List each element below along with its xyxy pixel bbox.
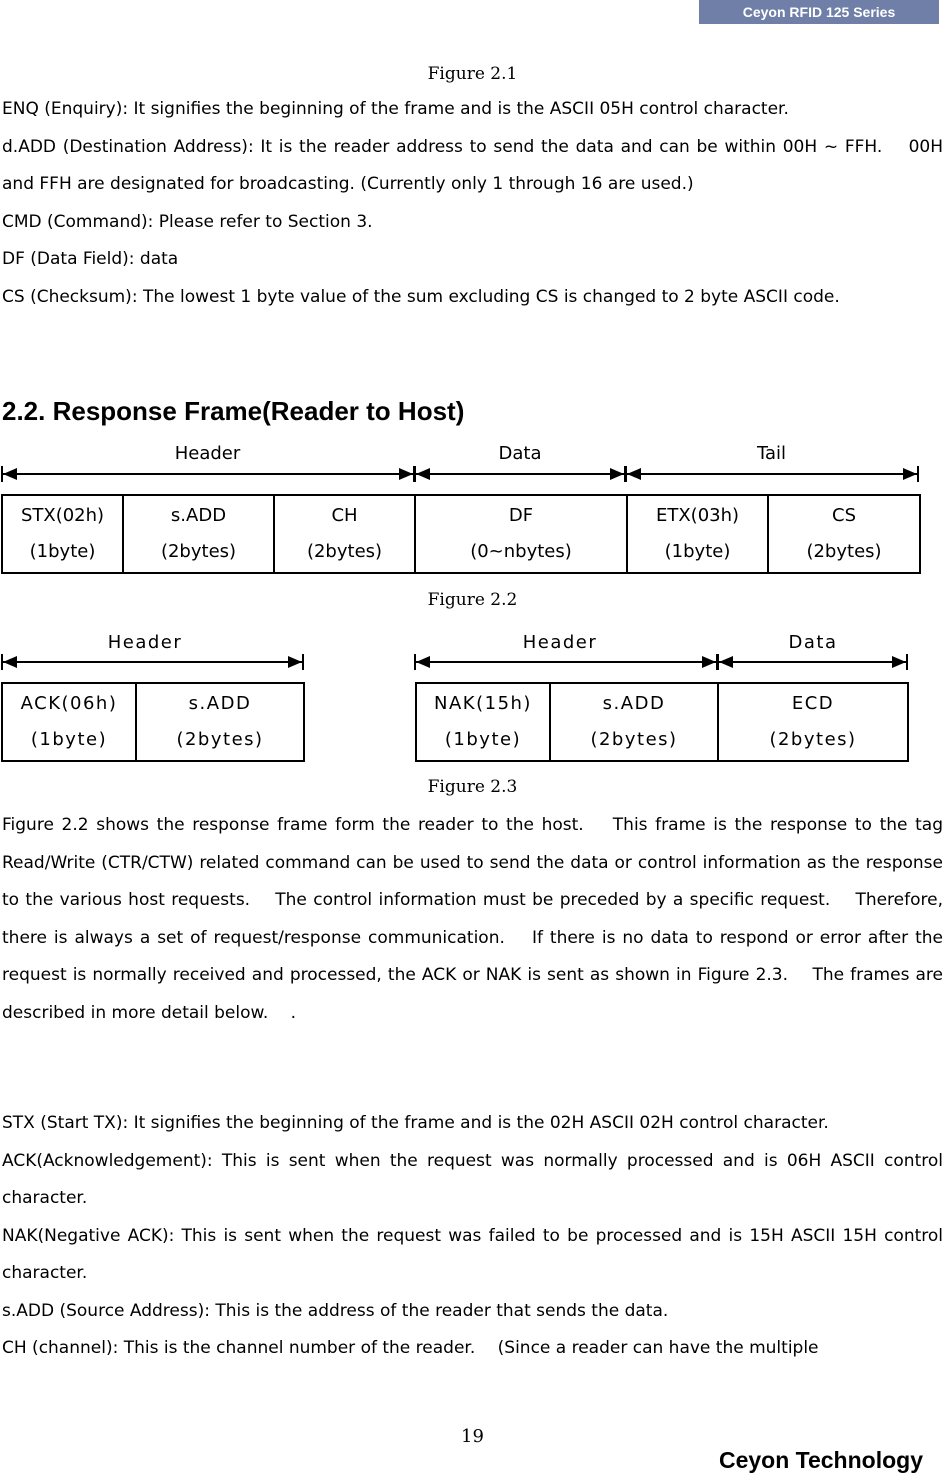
def-cmd: CMD (Command): Please refer to Section 3. xyxy=(2,211,373,232)
cell-ack-sadd: s.ADD (2bytes) xyxy=(136,683,304,761)
nak-frame-table xyxy=(415,682,909,762)
body-paragraph xyxy=(2,807,943,1032)
nak-header-label: Header xyxy=(522,632,598,653)
def-ack: ACK(Acknowledgement): This is sent when the request was normally processed and is 06H ASCII control character. xyxy=(2,1150,943,1208)
cell-ecd: ECD (2bytes) xyxy=(718,683,908,761)
ack-header-label: Header xyxy=(107,632,183,653)
cell-nak: NAK(15h) (1byte) xyxy=(416,683,550,761)
section-title: 2.2. Response Frame(Reader to Host) xyxy=(2,396,465,426)
cell-ch: CH (2bytes) xyxy=(274,495,415,573)
def-df: DF (Data Field): data xyxy=(2,249,179,269)
figure-2-1-definitions xyxy=(2,91,943,316)
cell-stx: STX(02h) (1byte) xyxy=(2,495,123,573)
page-number: 19 xyxy=(461,1426,484,1447)
def-nak: NAK(Negative ACK): This is sent when the request was failed to be processed and is 15H ASCII 15H control character. xyxy=(2,1225,943,1283)
ack-header-arrow xyxy=(1,654,304,670)
tail-label: Tail xyxy=(756,443,787,464)
header-span-arrow xyxy=(1,466,415,482)
def-ch: CH (channel): This is the channel number of the reader. (Since a reader can have the multiple xyxy=(2,1338,819,1358)
field-definitions xyxy=(2,1105,943,1368)
nak-header-arrow xyxy=(414,654,718,670)
data-label: Data xyxy=(498,443,542,464)
cell-ack: ACK(06h) (1byte) xyxy=(2,683,136,761)
header-label: Header xyxy=(174,443,241,464)
cell-nak-sadd: s.ADD (2bytes) xyxy=(550,683,718,761)
cell-df: DF (0~nbytes) xyxy=(415,495,627,573)
series-badge: Ceyon RFID 125 Series xyxy=(699,0,939,24)
def-cs: CS (Checksum): The lowest 1 byte value of the sum excluding CS is changed to 2 byte ASCII code. xyxy=(2,286,840,307)
figure-2-3-caption: Figure 2.3 xyxy=(427,777,518,797)
def-sadd: s.ADD (Source Address): This is the address of the reader that sends the data. xyxy=(2,1300,669,1321)
response-frame-description: Figure 2.2 shows the response frame form the reader to the host. This frame is the response to the tag Read/Write (CTR/CTW) related command can be used to send the data or control information as the response to the various host requests. The control information must be preceded by a specific request. Therefore, there is always a set of request/response communication. If there is no data to respond or error after the request is normally received and processed, the ACK or NAK is sent as shown in Figure 2.3. The frames are described in more detail below. . xyxy=(2,815,943,1023)
data-span-arrow xyxy=(414,466,626,482)
response-frame-table xyxy=(1,494,921,574)
def-enq: ENQ (Enquiry): It signifies the beginning of the frame and is the ASCII 05H control character. xyxy=(2,99,789,119)
figure-2-1-caption: Figure 2.1 xyxy=(427,64,518,84)
tail-span-arrow xyxy=(625,466,919,482)
cell-cs: CS (2bytes) xyxy=(768,495,920,573)
company-name: Ceyon Technology xyxy=(718,1447,923,1473)
cell-sadd: s.ADD (2bytes) xyxy=(123,495,274,573)
def-stx: STX (Start TX): It signifies the beginning of the frame and is the 02H ASCII 02H control character. xyxy=(2,1113,829,1133)
nak-data-arrow xyxy=(717,654,908,670)
nak-data-label: Data xyxy=(788,632,838,653)
ack-frame-table xyxy=(1,682,305,762)
figure-2-2-caption: Figure 2.2 xyxy=(427,590,518,610)
cell-etx: ETX(03h) (1byte) xyxy=(627,495,768,573)
def-dadd: d.ADD (Destination Address): It is the reader address to send the data and can be within 00H ~ FFH. 00H and FFH are designated for broadcasting. (Currently only 1 through 16 are used.) xyxy=(2,136,943,194)
